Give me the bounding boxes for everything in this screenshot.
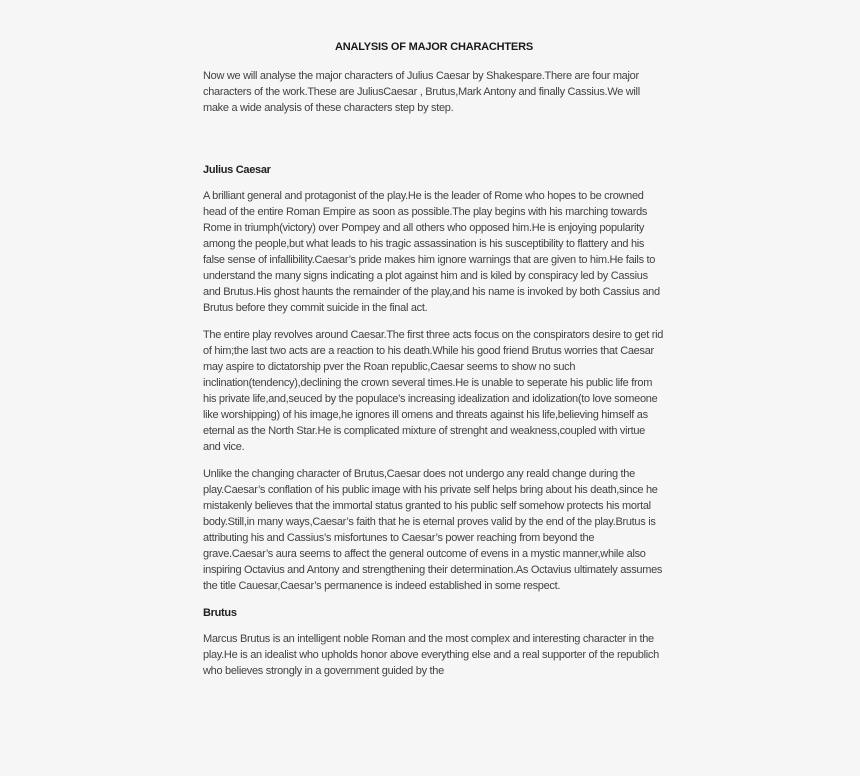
- intro-paragraph: Now we will analyse the major characters of Julius Caesar by Shakespare.There are four major characters of the work.These are JuliusCaesar , Brutus,Mark Antony and finally Cassius.We will make a wide analysis of these characters step by step.: [203, 70, 640, 114]
- document-title: ANALYSIS OF MAJOR CHARACHTERS: [335, 41, 533, 53]
- julius-caesar-paragraph-3: Unlike the changing character of Brutus,Caesar does not undergo any reald change during the play.Caesar’s conflation of his public image with his private self helps bring about his death,since he mistakenly believes that the immortal status granted to his public self somehow protects his mortal body.Still,in many ways,Caesar’s faith that he is eternal proves valid by the end of the play.Brutus is attributing his and Cassius’s misfortunes to Caesar’s power reaching from beyond the grave.Caesar’s aura seems to affect the general outcome of evens in a mystic manner,while also inspiring Octavius and Antony and strengthening their determination.As Octavius ultimately assumes the title Cauesar,Caesar’s permanence is indeed established in some respect.: [203, 468, 663, 592]
- document-content: [203, 0, 665, 690]
- section-heading-julius-caesar: Julius Caesar: [203, 164, 271, 176]
- julius-caesar-paragraph-1: A brilliant general and protagonist of the play.He is the leader of Rome who hopes to be crowned head of the entire Roman Empire as soon as possible.The play begins with his marching towards Rome in triumph(victory) over Pompey and all others who opposed him.He is enjoying popularity among the people,but what leads to his tragic assassination is his susceptibility to flattery and his false sense of infallibility.Caesar’s pride makes him ignore warnings that are given to him.He fails to understand the many signs indicating a plot against him and is kiled by conspiracy led by Cassius and Brutus.His ghost haunts the remainder of the play,and his name is invoked by both Cassius and Brutus before they commit suicide in the final act.: [203, 190, 660, 314]
- brutus-paragraph-1: Marcus Brutus is an intelligent noble Roman and the most complex and interesting character in the play.He is an idealist who upholds honor above everything else and a real supporter of the republich who believes strongly in a government guided by the: [203, 633, 659, 677]
- julius-caesar-paragraph-2: The entire play revolves around Caesar.The first three acts focus on the conspirators desire to get rid of him;the last two acts are a reaction to his death.While his good friend Brutus worries that Caesar may aspire to dictatorship pver the Roan republic,Caesar seems to show no such inclination(tendency),declining the crown several times.He is unable to seperate his public life from his private life,and,seuced by the populace’s increasing idealization and idolization(to love someone like worshipping) of his image,he ignores ill omens and threats against his life,believing himself as eternal as the North Star.He is complicated mixture of strenght and weakness,coupled with virtue and vice.: [203, 329, 664, 453]
- section-heading-brutus: Brutus: [203, 607, 237, 619]
